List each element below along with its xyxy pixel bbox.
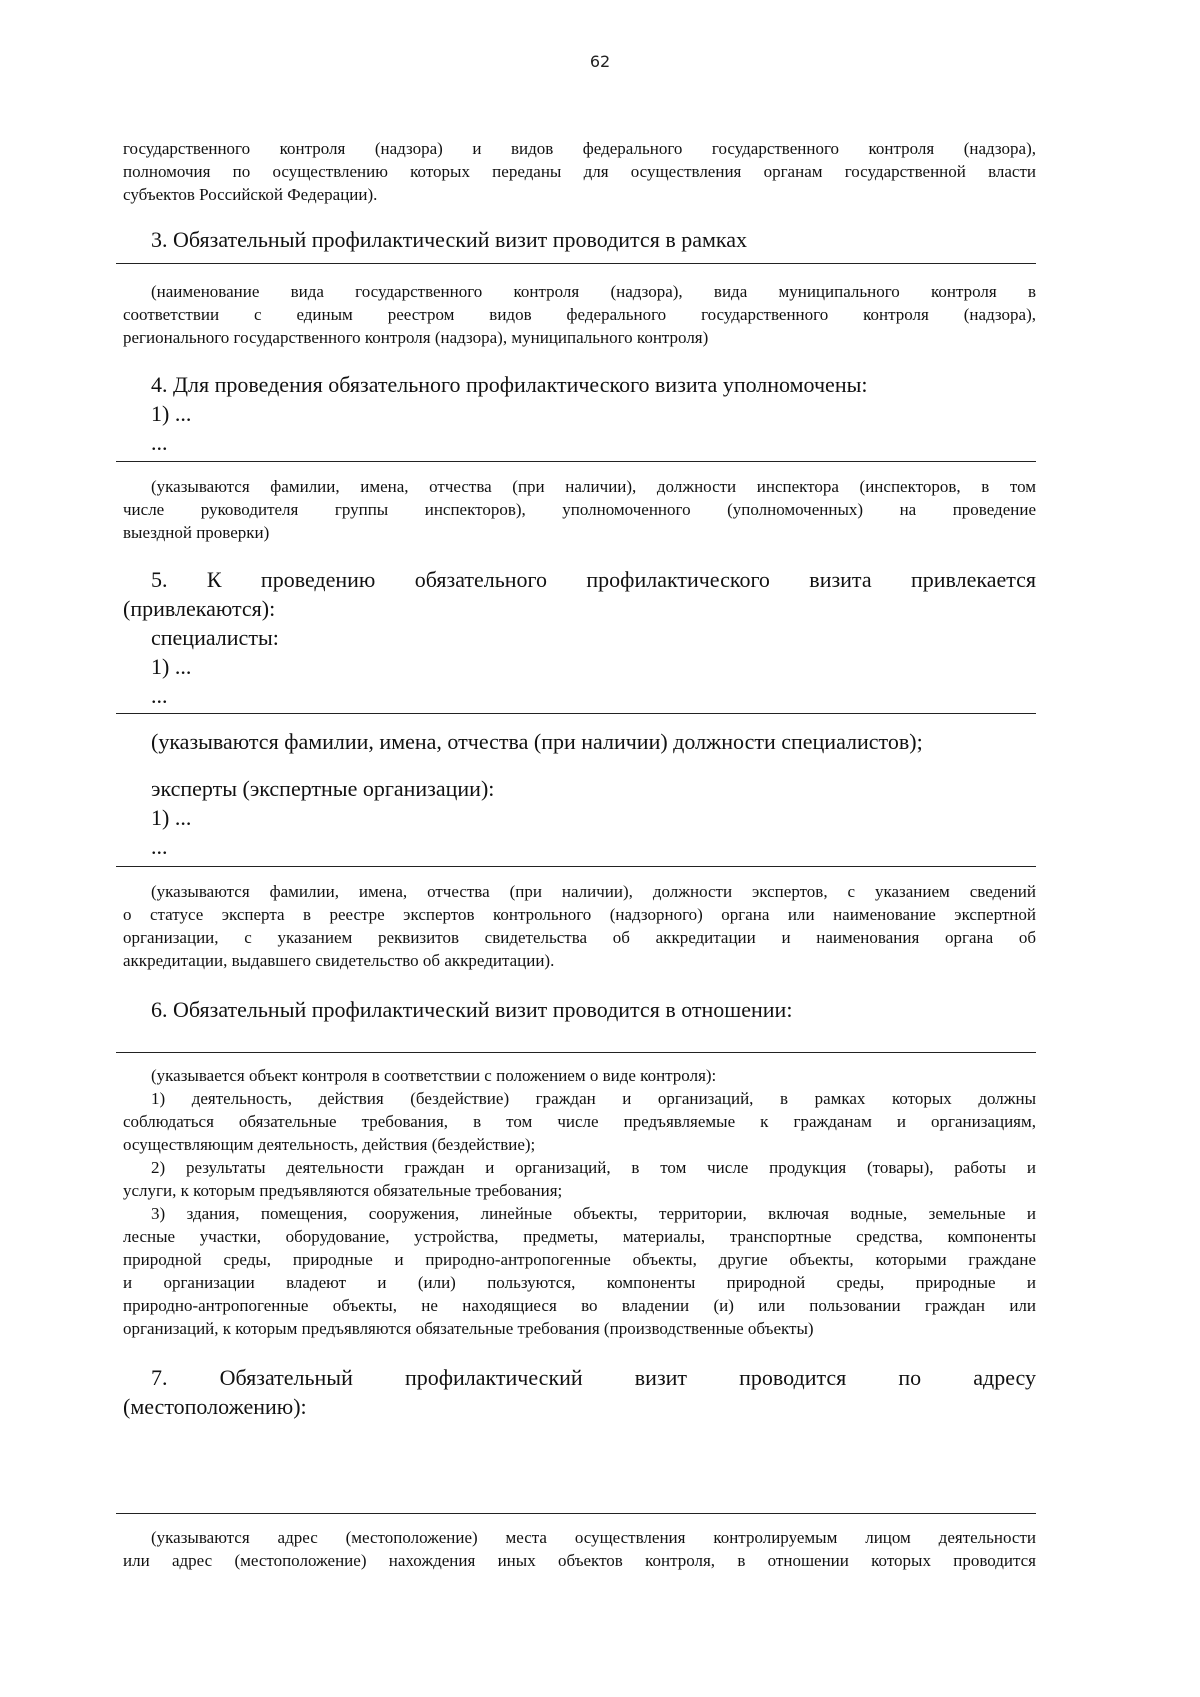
experts-block (123, 774, 1064, 861)
list-item-3-line: и организации владеют и (или) пользуются, компоненты природной среды, природные и (123, 1273, 1036, 1292)
list-item-1-line: соблюдаться обязательные требования, в том числе предъявляемые к гражданам и организациям, (123, 1112, 1036, 1131)
section-4-note (123, 475, 1036, 544)
section-7-heading-cont: (местоположению): (123, 1394, 307, 1419)
note-line: числе руководителя группы инспекторов), уполномоченного (уполномоченных) на проведение (123, 500, 1036, 519)
fill-line-section-3 (116, 263, 1036, 264)
note-line: регионального государственного контроля (надзора), муниципального контроля) (123, 328, 709, 347)
section-7-block (123, 1363, 1036, 1421)
section-4-ellipsis: ... (151, 430, 168, 455)
specialists-ellipsis: ... (151, 683, 168, 708)
note-line: (указываются адрес (местоположение) места осуществления контролируемым лицом деятельности (151, 1528, 1036, 1547)
section-5-heading: 5. К проведению обязательного профилактического визита привлекается (151, 567, 1036, 592)
list-item-3-line: организаций, к которым предъявляются обязательные требования (производственные объекты) (123, 1319, 814, 1338)
specialists-note: (указываются фамилии, имена, отчества (при наличии) должности специалистов); (151, 729, 923, 754)
intro-line: полномочия по осуществлению которых переданы для осуществления органам государственной власти (123, 162, 1036, 181)
note-line: (указываются фамилии, имена, отчества (при наличии), должности инспектора (инспекторов, в том (151, 477, 1036, 496)
note-line: соответствии с единым реестром видов федерального государственного контроля (надзора), (123, 305, 1036, 324)
list-item-3-line: природно-антропогенные объекты, не находящиеся во владении (и) или пользовании граждан или (123, 1296, 1036, 1315)
section-7-heading: 7. Обязательный профилактический визит проводится по адресу (151, 1365, 1036, 1390)
note-line: (наименование вида государственного контроля (надзора), вида муниципального контроля в (151, 282, 1036, 301)
intro-line: государственного контроля (надзора) и видов федерального государственного контроля (надзора), (123, 139, 1036, 158)
intro-line: субъектов Российской Федерации). (123, 185, 378, 204)
section-7-note (123, 1526, 1036, 1572)
list-item-3-line: 3) здания, помещения, сооружения, линейные объекты, территории, включая водные, земельные и (151, 1204, 1036, 1223)
fill-line-section-7 (116, 1513, 1036, 1514)
section-6-heading: 6. Обязательный профилактический визит проводится в отношении: (151, 997, 793, 1022)
fill-line-section-6 (116, 1052, 1036, 1053)
experts-note (123, 880, 1036, 972)
experts-ellipsis: ... (151, 834, 168, 859)
note-line: организации, с указанием реквизитов свидетельства об аккредитации и наименования органа об (123, 928, 1036, 947)
section-4-item-1: 1) ... (151, 401, 192, 426)
section-3-note (123, 280, 1036, 349)
list-item-1-line: осуществляющим деятельность, действия (бездействие); (123, 1135, 536, 1154)
note-line: или адрес (местоположение) нахождения иных объектов контроля, в отношении которых проводится (123, 1551, 1036, 1570)
list-item-1-line: 1) деятельность, действия (бездействие) граждан и организаций, в рамках которых должны (151, 1089, 1036, 1108)
section-5-heading-cont: (привлекаются): (123, 596, 276, 621)
specialists-label: специалисты: (151, 625, 279, 650)
section-4-heading: 4. Для проведения обязательного профилактического визита уполномочены: (151, 372, 868, 397)
experts-label: эксперты (экспертные организации): (151, 776, 495, 801)
note-intro: (указывается объект контроля в соответствии с положением о виде контроля): (151, 1066, 717, 1085)
note-line: выездной проверки) (123, 523, 270, 542)
list-item-2-line: услуги, к которым предъявляются обязательные требования; (123, 1181, 563, 1200)
section-3-heading: 3. Обязательный профилактический визит проводится в рамках (151, 227, 748, 252)
intro-paragraph (123, 137, 1036, 206)
note-line: о статусе эксперта в реестре экспертов контрольного (надзорного) органа или наименование экспертной (123, 905, 1036, 924)
section-5-block (123, 565, 1036, 710)
fill-line-specialists (116, 713, 1036, 714)
note-line: (указываются фамилии, имена, отчества (при наличии), должности экспертов, с указанием сведений (151, 882, 1036, 901)
page-number: 62 (589, 52, 611, 71)
list-item-2-line: 2) результаты деятельности граждан и организаций, в том числе продукция (товары), работы и (151, 1158, 1036, 1177)
note-line: аккредитации, выдавшего свидетельство об аккредитации). (123, 951, 555, 970)
specialists-item-1: 1) ... (151, 654, 192, 679)
fill-line-section-4 (116, 461, 1036, 462)
list-item-3-line: природной среды, природные и природно-антропогенные объекты, другие объекты, которыми граждане (123, 1250, 1036, 1269)
list-item-3-line: лесные участки, оборудование, устройства, предметы, материалы, транспортные средства, компоненты (123, 1227, 1036, 1246)
fill-line-experts (116, 866, 1036, 867)
experts-item-1: 1) ... (151, 805, 192, 830)
section-4-block (123, 370, 1064, 457)
section-6-note (123, 1064, 1036, 1340)
